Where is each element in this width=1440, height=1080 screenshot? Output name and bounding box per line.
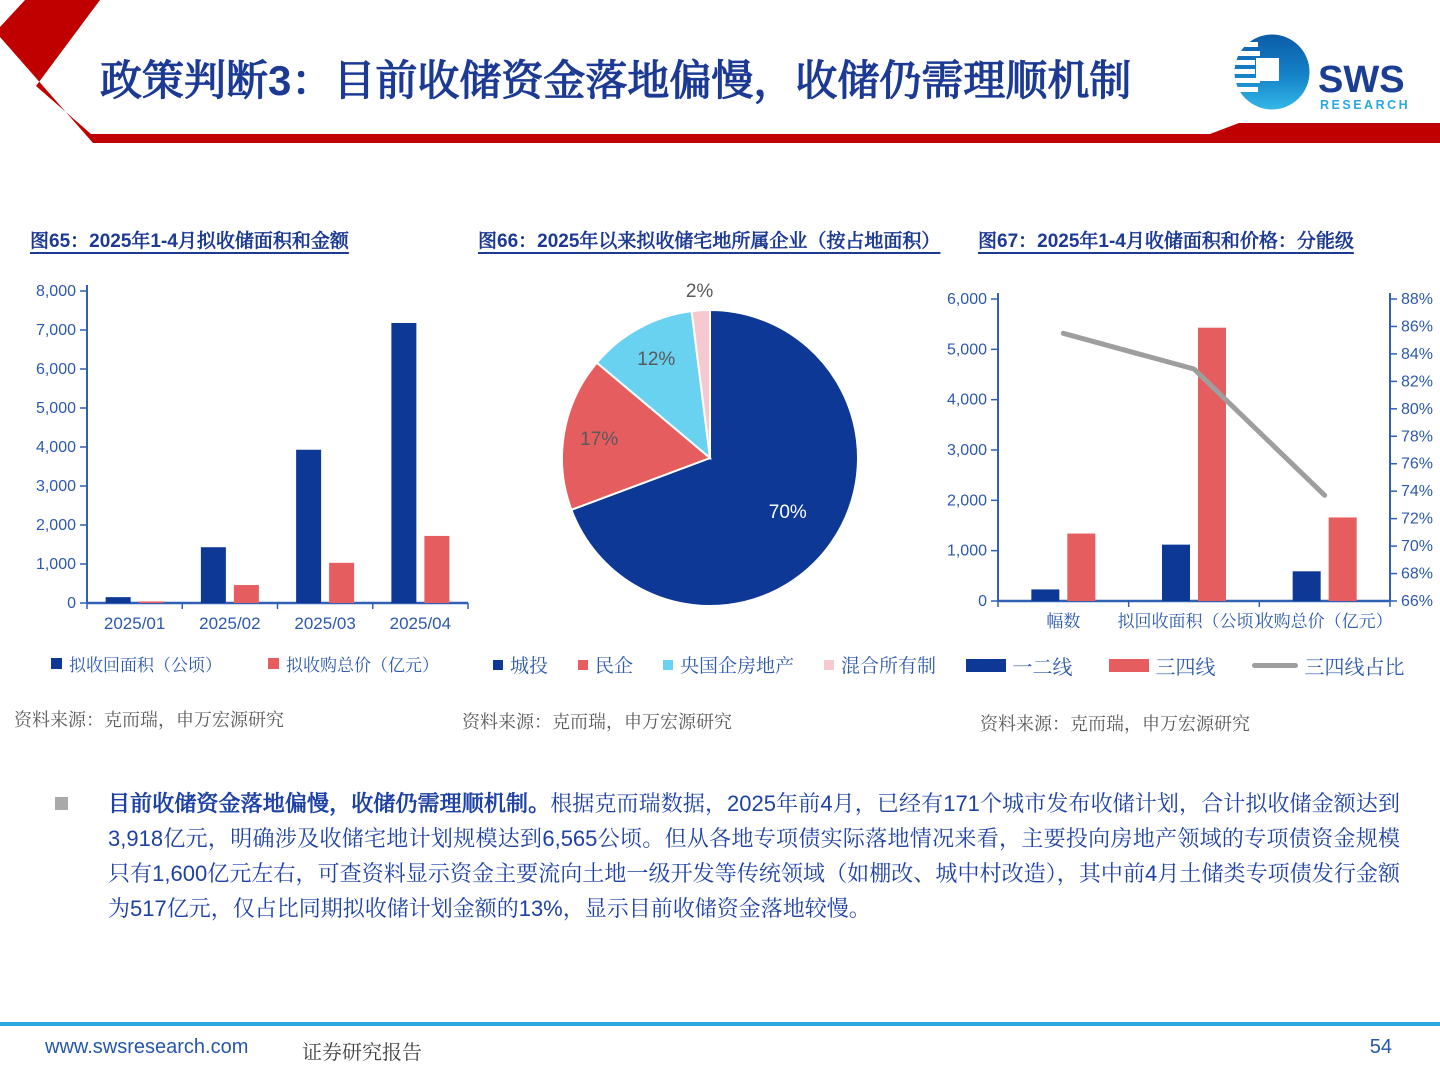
svg-text:幅数: 幅数 xyxy=(1046,612,1081,631)
svg-text:84%: 84% xyxy=(1401,345,1434,363)
legend-item xyxy=(824,651,936,678)
figure-67-legend xyxy=(930,651,1440,680)
logo-sws-text: SWS xyxy=(1318,59,1405,101)
legend-swatch-icon xyxy=(824,660,834,670)
figure-65-source: 资料来源：克而瑞，申万宏源研究 xyxy=(14,710,284,730)
sws-logo xyxy=(1234,30,1414,120)
logo-research-text: RESEARCH xyxy=(1320,98,1411,112)
svg-text:3,000: 3,000 xyxy=(946,442,987,459)
svg-text:1,000: 1,000 xyxy=(35,556,76,573)
svg-text:17%: 17% xyxy=(580,428,619,450)
svg-text:2025/01: 2025/01 xyxy=(103,614,166,633)
figure-66-title: 图66：2025年以来拟收储宅地所属企业（按占地面积） xyxy=(478,231,941,252)
svg-text:收购总价（亿元）: 收购总价（亿元） xyxy=(1256,612,1393,631)
figure-66-chart xyxy=(462,257,967,649)
legend-item xyxy=(268,651,439,676)
footer-url[interactable]: www.swsresearch.com xyxy=(45,1036,249,1058)
svg-text:0: 0 xyxy=(67,595,76,612)
svg-text:2,000: 2,000 xyxy=(946,492,987,510)
svg-text:4,000: 4,000 xyxy=(35,439,76,456)
legend-swatch-icon xyxy=(493,660,503,670)
footer-divider xyxy=(0,1022,1440,1026)
figure-65-chart-svg xyxy=(14,257,476,649)
legend-item xyxy=(493,651,548,678)
legend-label: 一二线 xyxy=(1012,657,1073,679)
legend-item xyxy=(1252,651,1405,680)
svg-text:88%: 88% xyxy=(1401,291,1434,308)
svg-text:拟回收面积（公顷）: 拟回收面积（公顷） xyxy=(1117,612,1271,631)
svg-text:1,000: 1,000 xyxy=(946,542,987,560)
svg-text:74%: 74% xyxy=(1401,483,1434,501)
figure-66-legend xyxy=(462,651,967,678)
svg-text:12%: 12% xyxy=(637,349,676,371)
legend-swatch-icon xyxy=(663,660,673,670)
legend-item xyxy=(966,651,1073,680)
figure-65-chart xyxy=(14,257,476,649)
figure-67-chart xyxy=(930,257,1440,649)
svg-text:82%: 82% xyxy=(1401,373,1434,391)
bullet-square-icon xyxy=(55,797,68,810)
svg-text:5,000: 5,000 xyxy=(35,400,76,417)
page-number: 54 xyxy=(1369,1036,1392,1058)
svg-text:6,000: 6,000 xyxy=(946,291,987,308)
svg-text:76%: 76% xyxy=(1401,455,1434,473)
svg-text:2,000: 2,000 xyxy=(35,517,76,534)
summary-text xyxy=(108,786,1400,926)
svg-text:0: 0 xyxy=(978,593,987,610)
logo-globe-icon xyxy=(1234,35,1310,110)
legend-swatch-icon xyxy=(578,660,588,670)
legend-label: 央国企房地产 xyxy=(680,656,795,677)
svg-text:5,000: 5,000 xyxy=(946,341,987,359)
footer-report-type: 证券研究报告 xyxy=(302,1042,422,1064)
svg-text:2%: 2% xyxy=(685,281,714,303)
svg-text:2025/04: 2025/04 xyxy=(389,614,452,633)
summary-lead: 目前收储资金落地偏慢，收储仍需理顺机制。 xyxy=(108,791,551,816)
figure-65-legend xyxy=(14,651,476,676)
figure-65 xyxy=(14,226,476,732)
svg-text:7,000: 7,000 xyxy=(35,322,76,339)
summary-note xyxy=(0,786,1440,926)
svg-text:3,000: 3,000 xyxy=(35,478,76,495)
svg-text:70%: 70% xyxy=(1401,538,1434,556)
legend-item xyxy=(578,651,633,678)
legend-label: 三四线占比 xyxy=(1304,657,1405,679)
legend-label: 民企 xyxy=(594,656,633,677)
legend-swatch-icon xyxy=(966,659,1006,672)
svg-text:2025/02: 2025/02 xyxy=(199,614,261,633)
figure-67-source: 资料来源：克而瑞，申万宏源研究 xyxy=(980,714,1250,734)
legend-swatch-icon xyxy=(1109,659,1149,672)
legend-swatch-icon xyxy=(268,658,279,669)
svg-text:2025/03: 2025/03 xyxy=(294,614,356,633)
figure-66-source: 资料来源：克而瑞，申万宏源研究 xyxy=(462,712,732,732)
legend-item xyxy=(663,651,794,678)
svg-text:70%: 70% xyxy=(768,501,807,523)
figure-65-title: 图65：2025年1-4月拟收储面积和金额 xyxy=(30,231,349,252)
svg-text:4,000: 4,000 xyxy=(946,391,987,409)
legend-label: 三四线 xyxy=(1155,657,1216,679)
svg-text:72%: 72% xyxy=(1401,510,1434,528)
figure-67-chart-svg xyxy=(930,257,1440,649)
svg-text:80%: 80% xyxy=(1401,400,1434,418)
legend-label: 拟收购总价（亿元） xyxy=(286,656,439,675)
legend-label: 混合所有制 xyxy=(841,656,937,677)
summary-body: 根据克而瑞数据，2025年前4月，已经有171个城市发布收储计划，合计拟收储金额达到3,918亿元，明确涉及收储宅地计划规模达到6,565公顷。但从各地专项债实际落地情况来看，主要投向房地产领域的专项债资金规模只有1,600亿元左右，可查资料显示资金主要流向土地一级开发等传统领域（如棚改、城中村改造），其中前4月土储类专项债发行金额为517亿元，仅占比同期拟收储计划金额的13%，显示目前收储资金落地较慢。 xyxy=(108,791,1400,921)
figure-67-title: 图67：2025年1-4月收储面积和价格：分能级 xyxy=(978,231,1354,252)
legend-swatch-icon xyxy=(51,658,62,669)
svg-text:78%: 78% xyxy=(1401,428,1434,446)
legend-item xyxy=(51,651,222,676)
svg-text:68%: 68% xyxy=(1401,565,1434,583)
legend-swatch-icon xyxy=(1252,663,1298,668)
figure-66 xyxy=(462,226,967,734)
svg-text:86%: 86% xyxy=(1401,318,1434,336)
svg-text:6,000: 6,000 xyxy=(35,361,76,378)
legend-label: 拟收回面积（公顷） xyxy=(69,656,222,675)
page-title: 政策判断3：目前收储资金落地偏慢，收储仍需理顺机制 xyxy=(100,57,1132,104)
figure-67 xyxy=(930,226,1440,736)
svg-text:8,000: 8,000 xyxy=(35,283,76,300)
figure-66-chart-svg xyxy=(462,257,967,649)
svg-text:66%: 66% xyxy=(1401,593,1434,610)
legend-item xyxy=(1109,651,1216,680)
legend-label: 城投 xyxy=(509,656,548,677)
